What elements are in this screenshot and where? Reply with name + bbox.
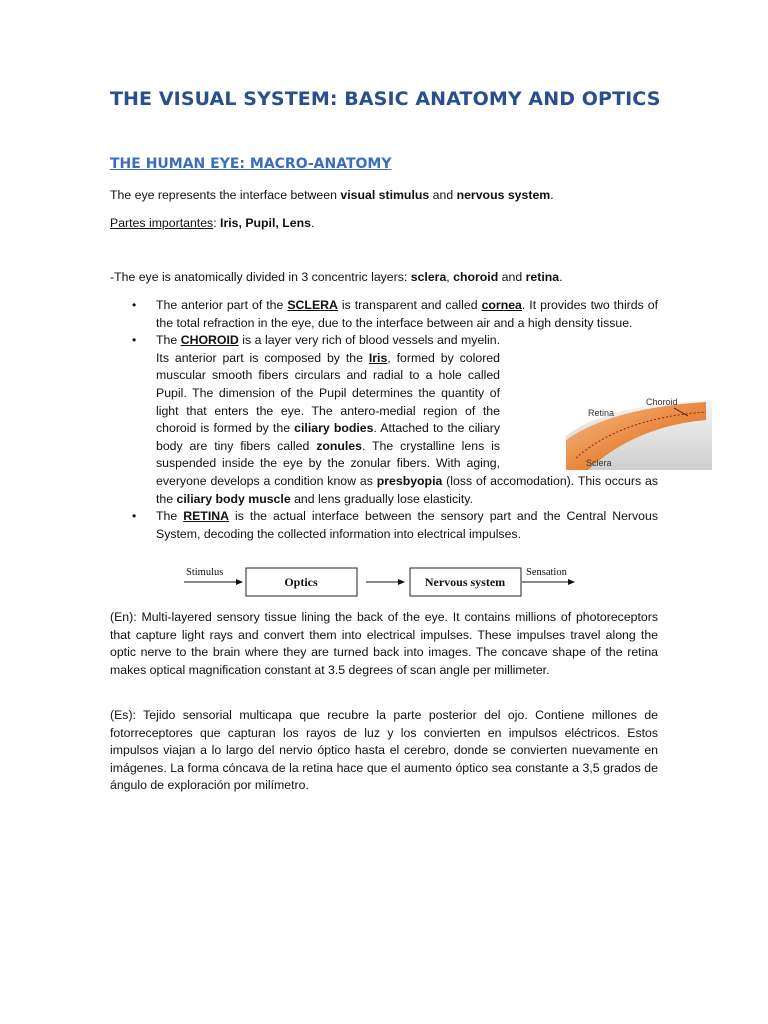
intro-paragraph <box>110 187 658 205</box>
intro-text: . <box>550 188 554 202</box>
bullet-text: The anterior part of the <box>156 298 288 312</box>
bullet-text: , formed by colored muscular smooth fibers circulars and radial to a hole called Pupil. The dimension of the Pupil determines the quantity of light that enters the eye. The antero-medial region of the choroid is formed by the <box>156 350 500 436</box>
bullet-icon: • <box>132 333 137 348</box>
bullet-text: is transparent and called <box>337 298 482 312</box>
intro-text: The eye represents the interface between <box>110 188 341 202</box>
partes-label: Partes importantes <box>110 216 214 230</box>
layers-text: -The eye is anatomically divided in 3 concentric layers: <box>110 270 411 284</box>
layers-term-sclera: sclera <box>410 270 447 284</box>
bullet-icon: • <box>132 298 137 312</box>
diagram-label-sensation: Sensation <box>526 567 567 578</box>
paragraph-spanish: (Es): Tejido sensorial multicapa que recubre la parte posterior del ojo. Contiene millones de fotorreceptores que capturan los rayos de luz y los convierten en impulsos eléctricos. Estos impulsos viajan a lo largo del nervio óptico hasta el cerebro, donde se convierten nuevamente en imágenes. La forma cóncava de la retina hace que el aumento óptico sea constante a 3,5 grados de ángulo de exploración por milímetro. <box>110 708 658 793</box>
partes-items: Iris, Pupil, Lens <box>220 216 311 230</box>
bullet-text: The <box>156 509 184 524</box>
figure-float-spacer <box>500 366 658 458</box>
bullet-text: . The crystalline lens is suspended inside the eye by the zonular fibers. With aging, everyone develops a condition know as <box>156 438 500 488</box>
term-choroid: CHOROID <box>180 333 239 348</box>
term-iris: Iris <box>368 350 388 365</box>
paragraph-english: (En): Multi-layered sensory tissue lining the back of the eye. It contains millions of photoreceptors that capture light rays and convert them into electrical impulses. These impulses travel along the optic nerve to the brain where they are turned back into images. The concave shape of the retina makes optical magnification constant at 3.5 degrees of scan angle per millimeter. <box>110 610 658 677</box>
term-ciliary-bodies: ciliary bodies <box>294 421 374 436</box>
bullet-text: and lens gradually lose elasticity. <box>290 491 473 506</box>
term-retina: RETINA <box>183 509 229 524</box>
term-presbyopia: presbyopia <box>376 473 443 488</box>
document-title: THE VISUAL SYSTEM: BASIC ANATOMY AND OPTICS <box>110 88 661 110</box>
diagram-text-optics: Optics <box>284 575 318 589</box>
section-heading: THE HUMAN EYE: MACRO-ANATOMY <box>110 156 392 172</box>
term-zonules: zonules <box>316 438 362 453</box>
layers-term-choroid: choroid <box>453 270 499 284</box>
bullet-text: . Attached to the ciliary body are tiny fibers called <box>156 421 500 453</box>
term-sclera: SCLERA <box>287 298 338 312</box>
bullet-text: is a layer very rich of blood vessels and myelin. Its anterior part is composed by the <box>156 333 501 365</box>
figure-label-sclera: Sclera <box>586 458 612 468</box>
term-ciliary-body-muscle: ciliary body muscle <box>176 491 291 506</box>
layers-bullet-list <box>110 297 658 543</box>
bullet-text: . It provides two thirds of the total refraction in the eye, due to the interface between air and a high density tissue. <box>156 298 658 330</box>
flow-diagram <box>180 560 580 604</box>
list-item-retina <box>110 508 658 543</box>
figure-label-choroid: Choroid <box>646 397 678 407</box>
list-item-choroid <box>110 332 658 508</box>
list-item-sclera <box>110 297 658 332</box>
partes-paragraph <box>110 215 658 233</box>
figure-label-retina: Retina <box>588 408 615 418</box>
layers-text: and <box>498 270 526 284</box>
layers-term-retina: retina <box>525 270 560 284</box>
intro-term-nervous-system: nervous system <box>456 188 551 202</box>
bullet-text: The <box>156 333 181 348</box>
layers-intro-paragraph <box>110 269 658 287</box>
partes-text: . <box>310 216 315 230</box>
partes-text: : <box>213 216 221 230</box>
bullet-text: is the actual interface between the sensory part and the Central Nervous System, decoding the collected information into electrical impulses. <box>156 509 659 541</box>
diagram-text-nervous-system: Nervous system <box>424 575 506 589</box>
layers-text: , <box>446 270 454 284</box>
bullet-text: (loss of accomodation). This occurs as the <box>156 473 658 506</box>
layers-text: . <box>559 270 563 284</box>
diagram-label-stimulus: Stimulus <box>186 567 224 578</box>
intro-term-visual-stimulus: visual stimulus <box>340 188 430 202</box>
intro-text: and <box>429 188 457 202</box>
term-cornea: cornea <box>481 298 522 312</box>
bullet-icon: • <box>132 509 137 524</box>
